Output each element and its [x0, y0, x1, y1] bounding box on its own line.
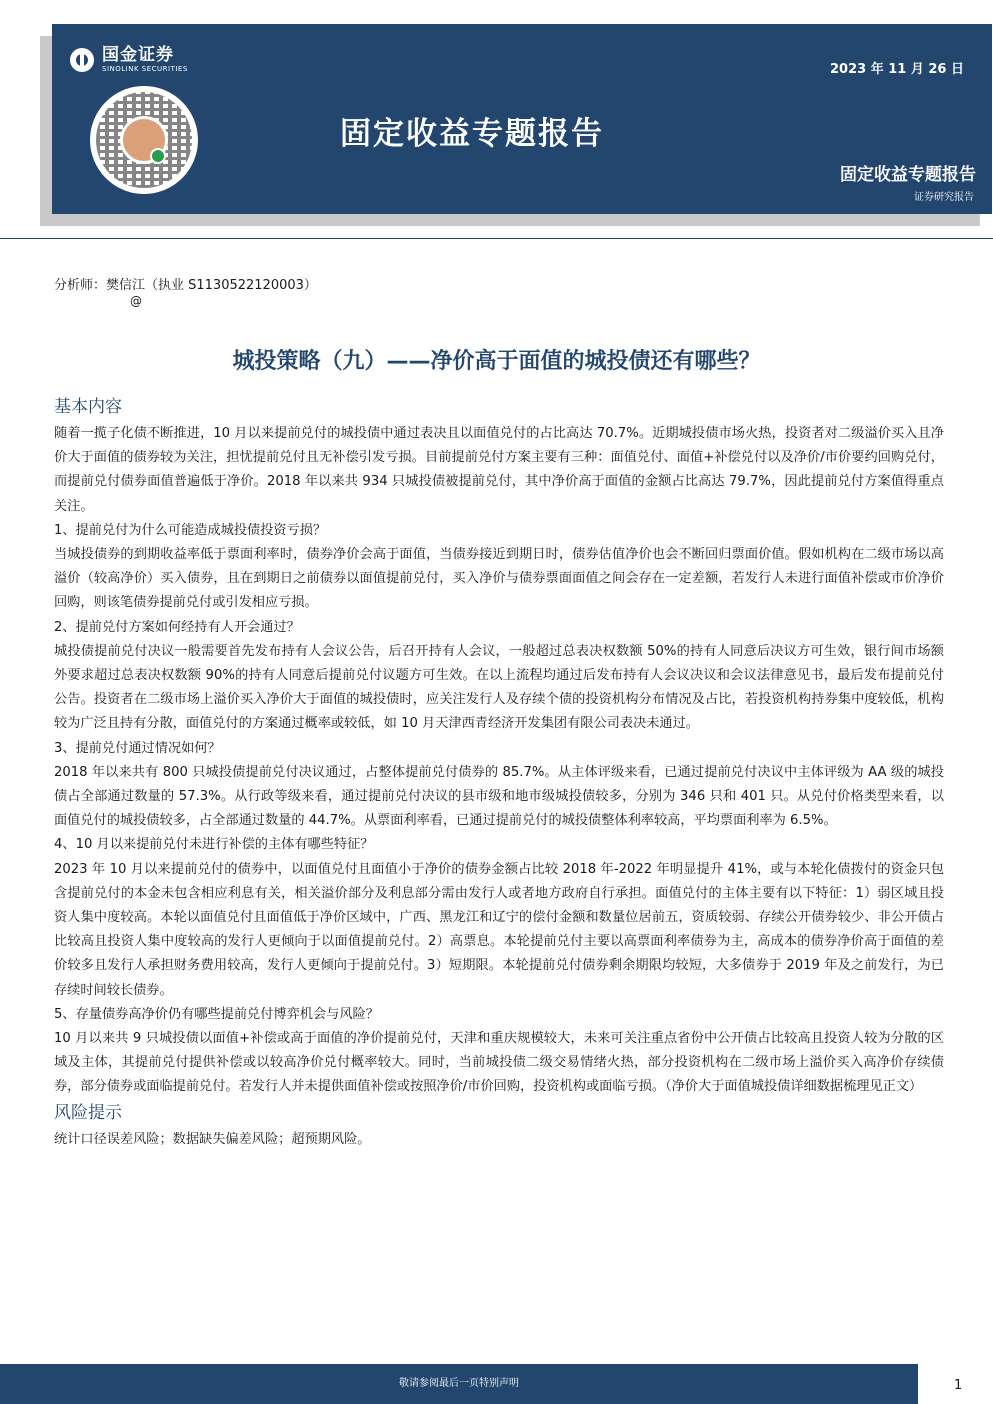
intro-paragraph: 随着一揽子化债不断推进，10 月以来提前兑付的城投债中通过表决且以面值兑付的占比高达 70.7%。近期城投债市场火热，投资者对二级溢价买入且净价大于面值的债券较为关注，担忧提前兑付且无补偿引发亏损。目前提前兑付方案主要有三种：面值兑付、面值+补偿兑付以及净价/市价要约回购兑付，而提前兑付债券面值普遍低于净价。2018 年以来共 934 只城投债被提前兑付，其中净价高于面值的金额占比高达 79.7%，因此提前兑付方案值得重点关注。	[54, 426, 944, 514]
question-4: 4、10 月以来提前兑付未进行补偿的主体有哪些特征？	[54, 837, 374, 853]
answer-1: 当城投债券的到期收益率低于票面利率时，债券净价会高于面值，当债券接近到期日时，债券估值净价也会不断回归票面价值。假如机构在二级市场以高溢价（较高净价）买入债券，且在到期日之前债券以面值提前兑付，买入净价与债券票面面值之间会存在一定差额，若发行人未进行面值补偿或市价净价回购，则该笔债券提前兑付或引发相应亏损。	[54, 547, 944, 611]
answer-5: 10 月以来共 9 只城投债以面值+补偿或高于面值的净价提前兑付，天津和重庆规模较大，未来可关注重点省份中公开债占比较高且投资人较为分散的区域及主体，其提前兑付提供补偿或以较高净价兑付概率较大。同时，当前城投债二级交易情绪火热，部分投资机构在二级市场上溢价买入高净价存续债券，部分债券或面临提前兑付。若发行人并未提供面值补偿或按照净价/市价回购，投资机构或面临亏损。（净价大于面值城投债详细数据梳理见正文）	[54, 1031, 944, 1095]
risk-paragraph: 统计口径误差风险；数据缺失偏差风险；超预期风险。	[54, 1131, 371, 1147]
header-divider	[0, 238, 993, 239]
page-number: 1	[954, 1378, 963, 1393]
answer-3: 2018 年以来共有 800 只城投债提前兑付决议通过，占整体提前兑付债券的 85.7%。从主体评级来看，已通过提前兑付决议中主体评级为 AA 级的城投债占全部通过数量的 57.3%。从行政等级来看，通过提前兑付决议的县市级和地市级城投债较多，分别为 346 只和 401 只。从兑付价格类型来看，以面值兑付的城投债较多，占全部通过数量的 44.7%。从票面利率看，已通过提前兑付的城投债整体利率较高，平均票面利率为 6.5%。	[54, 764, 944, 829]
answer-2: 城投债提前兑付决议一般需要首先发布持有人会议公告，后召开持有人会议，一般超过总表决权数额 50%的持有人同意后决议方可生效，银行间市场额外要求超过总表决权数额 90%的持有人同意后提前兑付议题方可生效。在以上流程均通过后发布持有人会议决议和会议法律意见书，最后发布提前兑付公告。投资者在二级市场上溢价买入净价大于面值的城投债时，应关注发行人及存续个债的投资机构分布情况及占比，若投资机构持券集中度较低，机构较为广泛且持有分散，面值兑付的方案通过概率或较低，如 10 月天津西青经济开发集团有限公司表决未通过。	[54, 643, 944, 732]
mini-program-qr-icon	[90, 86, 198, 194]
qr-badge-icon	[150, 148, 166, 164]
logo-mark-icon	[70, 48, 94, 72]
header-tag: 证券研究报告	[914, 192, 974, 203]
analyst-line: 分析师：樊信江（执业 S1130522120003）	[54, 278, 317, 293]
footer-bar	[0, 1364, 918, 1404]
header-title: 固定收益专题报告	[340, 116, 604, 152]
question-2: 2、提前兑付方案如何经持有人开会通过？	[54, 619, 300, 635]
question-1: 1、提前兑付为什么可能造成城投债投资亏损？	[54, 522, 327, 538]
header-subtitle: 固定收益专题报告	[840, 165, 976, 185]
logo-name-cn: 国金证券	[102, 45, 174, 65]
logo-name-en: SINOLINK SECURITIES	[102, 65, 188, 73]
footer-disclaimer: 敬请参阅最后一页特别声明	[399, 1378, 519, 1389]
section-title-basic: 基本内容	[54, 397, 122, 417]
document-title: 城投策略（九）——净价高于面值的城投债还有哪些？	[232, 349, 761, 374]
question-3: 3、提前兑付通过情况如何？	[54, 740, 221, 756]
analyst-email: @	[130, 294, 142, 308]
report-date: 2023 年 11 月 26 日	[830, 62, 964, 77]
question-5: 5、存量债券高净价仍有哪些提前兑付博弈机会与风险？	[54, 1006, 379, 1022]
answer-4: 2023 年 10 月以来提前兑付的债券中，以面值兑付且面值小于净价的债券金额占比较 2018 年-2022 年明显提升 41%，或与本轮化债拨付的资金只包含提前兑付的本金未包含相应利息有关，相关溢价部分及利息部分需由发行人或者地方政府自行承担。面值兑付的主体主要有以下特征：1）弱区域且投资人集中度较高。本轮以面值兑付且面值低于净价区域中，广西、黑龙江和辽宁的偿付金额和数量位居前五，资质较弱、存续公开债券较少、非公开债占比较高且投资人集中度较高的发行人更倾向于以面值提前兑付。2）高票息。本轮提前兑付主要以高票面利率债券为主，高成本的债券净价高于面值的差价较多且发行人承担财务费用较高，发行人更倾向于提前兑付。3）短期限。本轮提前兑付债券剩余期限均较短，大多债券于 2019 年及之前发行，为已存续时间较长债券。	[54, 861, 944, 998]
report-header	[52, 24, 992, 214]
company-logo	[70, 46, 188, 74]
report-body	[54, 394, 944, 1152]
section-title-risk: 风险提示	[54, 1102, 122, 1123]
